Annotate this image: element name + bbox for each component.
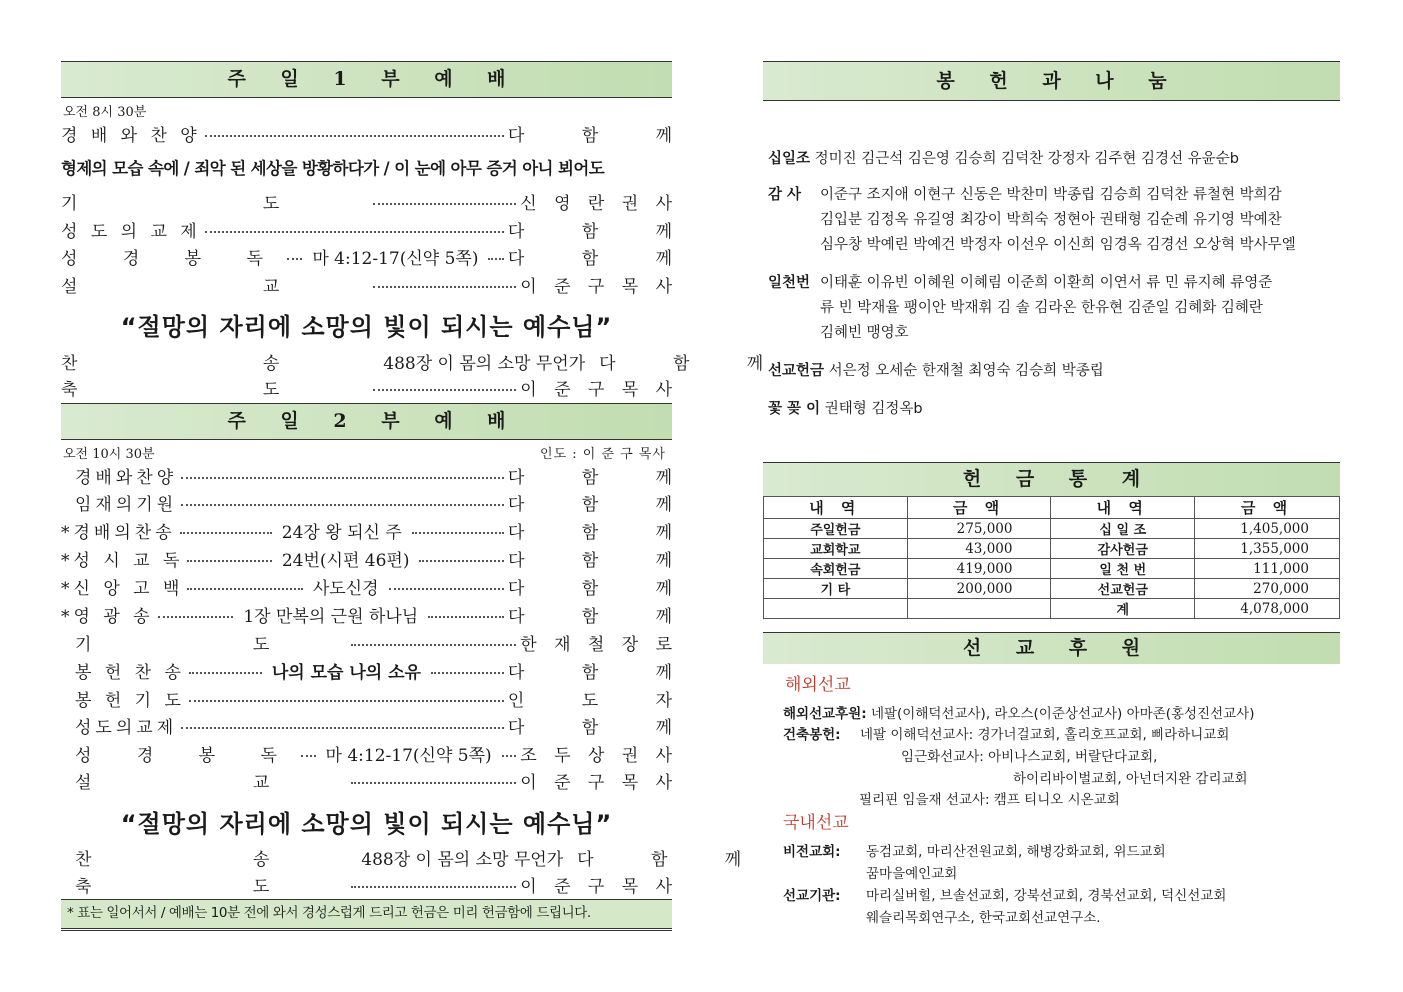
service2-title: 주 일 2 부 예 배 (227, 410, 520, 432)
order-item: *성 시 교 독 24번(시편 46편) 다 함 께 (61, 550, 699, 571)
vision-line: 동검교회, 마리산전원교회, 해병강화교회, 위드교회 (866, 844, 1166, 860)
service2-leader: 인도 : 이 준 구 목사 (540, 447, 666, 462)
lyric-line: 형제의 모습 속에 / 죄악 된 세상을 방황하다가 / 이 눈에 아무 증거 아니 뵈어도 (61, 159, 605, 178)
table-row (764, 579, 1340, 599)
ilcheon-line: 이태훈 이유빈 이혜원 이혜림 이준희 이환희 이연서 류 민 류지혜 류영준 (820, 275, 1273, 291)
table-cell-label: 일 천 번 (1051, 559, 1195, 579)
thanks-label: 감 사 (768, 187, 802, 203)
order-item: 성 경 봉 독 마 4:12-17(신약 5쪽) 조 두 상 권 사 (75, 745, 678, 766)
thanks-line: 김입분 김정옥 유길영 최강이 박희숙 정현아 권태형 김순례 유기영 박예찬 (820, 212, 1282, 228)
overseas-heading: 해외선교 (785, 675, 851, 695)
order-item: 성도의교제 다 함 께 (75, 717, 698, 738)
table-cell-label: 십 일 조 (1051, 519, 1195, 539)
tithe-line: 십일조 정미진 김근석 김은영 김승희 김덕찬 강정자 김주현 김경선 유윤순b (768, 151, 1239, 167)
order-item: *경배의찬송 24장 왕 되신 주 다 함 께 (61, 522, 698, 543)
service2-header (61, 403, 672, 440)
order-item: 경 배 와 찬 양 다 함 께 (61, 125, 698, 146)
table-header-row: 내 역 금 액 내 역 금 액 (764, 497, 1340, 519)
table-cell-label: 감사헌금 (1051, 539, 1195, 559)
sermon-title: “절망의 자리에 소망의 빛이 되시는 예수님” (120, 313, 613, 341)
building-line: 임근화선교사: 아비나스교회, 버랄단다교회, (901, 749, 1158, 765)
missions-title: 선 교 후 원 (962, 637, 1155, 659)
order-item: 기 도 한 재 철 장 로 (75, 634, 678, 655)
table-row (764, 539, 1340, 559)
vision-line: 꿈마을예인교회 (866, 866, 958, 882)
order-item: 경배와찬양 다 함 께 (75, 467, 698, 488)
order-item: *신 앙 고 백 사도신경 다 함 께 (61, 578, 698, 599)
table-cell-label: 선교헌금 (1051, 579, 1195, 599)
flower-line: 꽃 꽂 이 권태형 김정옥b (768, 401, 923, 417)
order-item: 설 교 이 준 구 목 사 (61, 276, 678, 297)
table-cell-label: 속회헌금 (764, 559, 908, 579)
sermon-title: “절망의 자리에 소망의 빛이 되시는 예수님” (120, 810, 613, 838)
agency-label: 선교기관: (783, 888, 841, 904)
service2-time: 오전 10시 30분 (63, 447, 155, 462)
order-item: 성 경 봉 독 마 4:12-17(신약 5쪽) 다 함 께 (61, 248, 698, 269)
overseas-support-line: 해외선교후원: 네팔(이해덕선교사), 라오스(이준상선교사) 아마존(홍성진선교사) (783, 706, 1255, 722)
missions-header (763, 632, 1340, 664)
order-item: 찬 송 488장 이 몸의 소망 무언가 다 함 께 (75, 849, 768, 870)
table-cell-amount: 43,000 (907, 539, 1051, 559)
order-item: 찬 송 488장 이 몸의 소망 무언가 다 함 께 (61, 353, 790, 374)
order-item: *영 광 송 1장 만복의 근원 하나님 다 함 께 (61, 606, 699, 627)
thanks-line: 심우창 박예린 박예건 박정자 이선우 이신희 임경옥 김경선 오상혁 박사무엘 (820, 237, 1296, 253)
ilcheon-line: 류 빈 박재율 팽이안 박재휘 김 솔 김라온 한유현 김준일 김혜화 김혜란 (820, 300, 1263, 316)
table-cell-amount: 4,078,000 (1195, 599, 1340, 619)
table-cell-amount: 1,405,000 (1195, 519, 1340, 539)
service1-header (61, 61, 672, 98)
table-cell-label: 주일헌금 (764, 519, 908, 539)
order-item: 성 도 의 교 제 다 함 께 (61, 221, 698, 242)
table-cell-label: 기 타 (764, 579, 908, 599)
building-line: 네팔 이해덕선교사: 경가너걸교회, 홀리호프교회, 삐라하니교회 (860, 727, 1230, 743)
table-row (764, 599, 1340, 619)
table-cell-amount: 200,000 (907, 579, 1051, 599)
order-item: 봉 헌 기 도 인 도 자 (75, 690, 698, 711)
bottom-rule (61, 930, 672, 931)
service1-time: 오전 8시 30분 (63, 105, 147, 120)
agency-line: 마리실버힐, 브솔선교회, 강북선교회, 경북선교회, 덕신선교회 (866, 888, 1227, 904)
table-row (764, 519, 1340, 539)
order-item: 축 도 이 준 구 목 사 (61, 379, 678, 400)
building-line: 하이리바이벌교회, 아넌더지완 감리교회 (1013, 771, 1248, 787)
table-cell-amount (907, 599, 1051, 619)
thanks-line: 이준구 조지애 이현구 신동은 박찬미 박종립 김승희 김덕찬 류철현 박희감 (820, 187, 1282, 203)
stats-title: 헌 금 통 계 (962, 468, 1155, 490)
offering-header (763, 61, 1340, 101)
vision-label: 비전교회: (783, 844, 841, 860)
table-cell-amount: 419,000 (907, 559, 1051, 579)
building-label: 건축봉헌: (783, 727, 841, 743)
ilcheon-line: 김혜빈 맹영호 (820, 325, 909, 341)
ilcheon-label: 일천번 (768, 275, 811, 291)
offering-stats-table (763, 496, 1340, 619)
table-cell-label (764, 599, 908, 619)
order-item: 임재의기원 다 함 께 (75, 494, 698, 515)
table-cell-amount: 275,000 (907, 519, 1051, 539)
order-item: 봉 헌 찬 송 나의 모습 나의 소유 다 함 께 (75, 662, 698, 683)
table-cell-amount: 270,000 (1195, 579, 1340, 599)
table-cell-amount: 111,000 (1195, 559, 1340, 579)
footer-note: * 표는 일어서서 / 예배는 10분 전에 와서 경성스럽게 드리고 헌금은 미리 헌금함에 드립니다. (61, 899, 672, 929)
agency-line: 웨슬리목회연구소, 한국교회선교연구소. (866, 910, 1101, 926)
offering-title: 봉 헌 과 나 눔 (936, 70, 1181, 92)
table-cell-label: 교회학교 (764, 539, 908, 559)
mission-offering-line: 선교헌금 서은정 오세순 한재철 최영숙 김승희 박종립 (768, 363, 1104, 379)
table-cell-amount: 1,355,000 (1195, 539, 1340, 559)
stats-header (763, 462, 1340, 496)
order-item: 설 교 이 준 구 목 사 (75, 772, 678, 793)
table-row (764, 559, 1340, 579)
domestic-heading: 국내선교 (783, 813, 849, 833)
service1-title: 주 일 1 부 예 배 (227, 68, 520, 90)
order-item: 기 도 신 영 란 권 사 (61, 193, 678, 214)
table-cell-label: 계 (1051, 599, 1195, 619)
order-item: 축 도 이 준 구 목 사 (75, 876, 678, 897)
building-line: 필리핀 임을재 선교사: 캠프 티니오 시온교회 (859, 792, 1120, 808)
